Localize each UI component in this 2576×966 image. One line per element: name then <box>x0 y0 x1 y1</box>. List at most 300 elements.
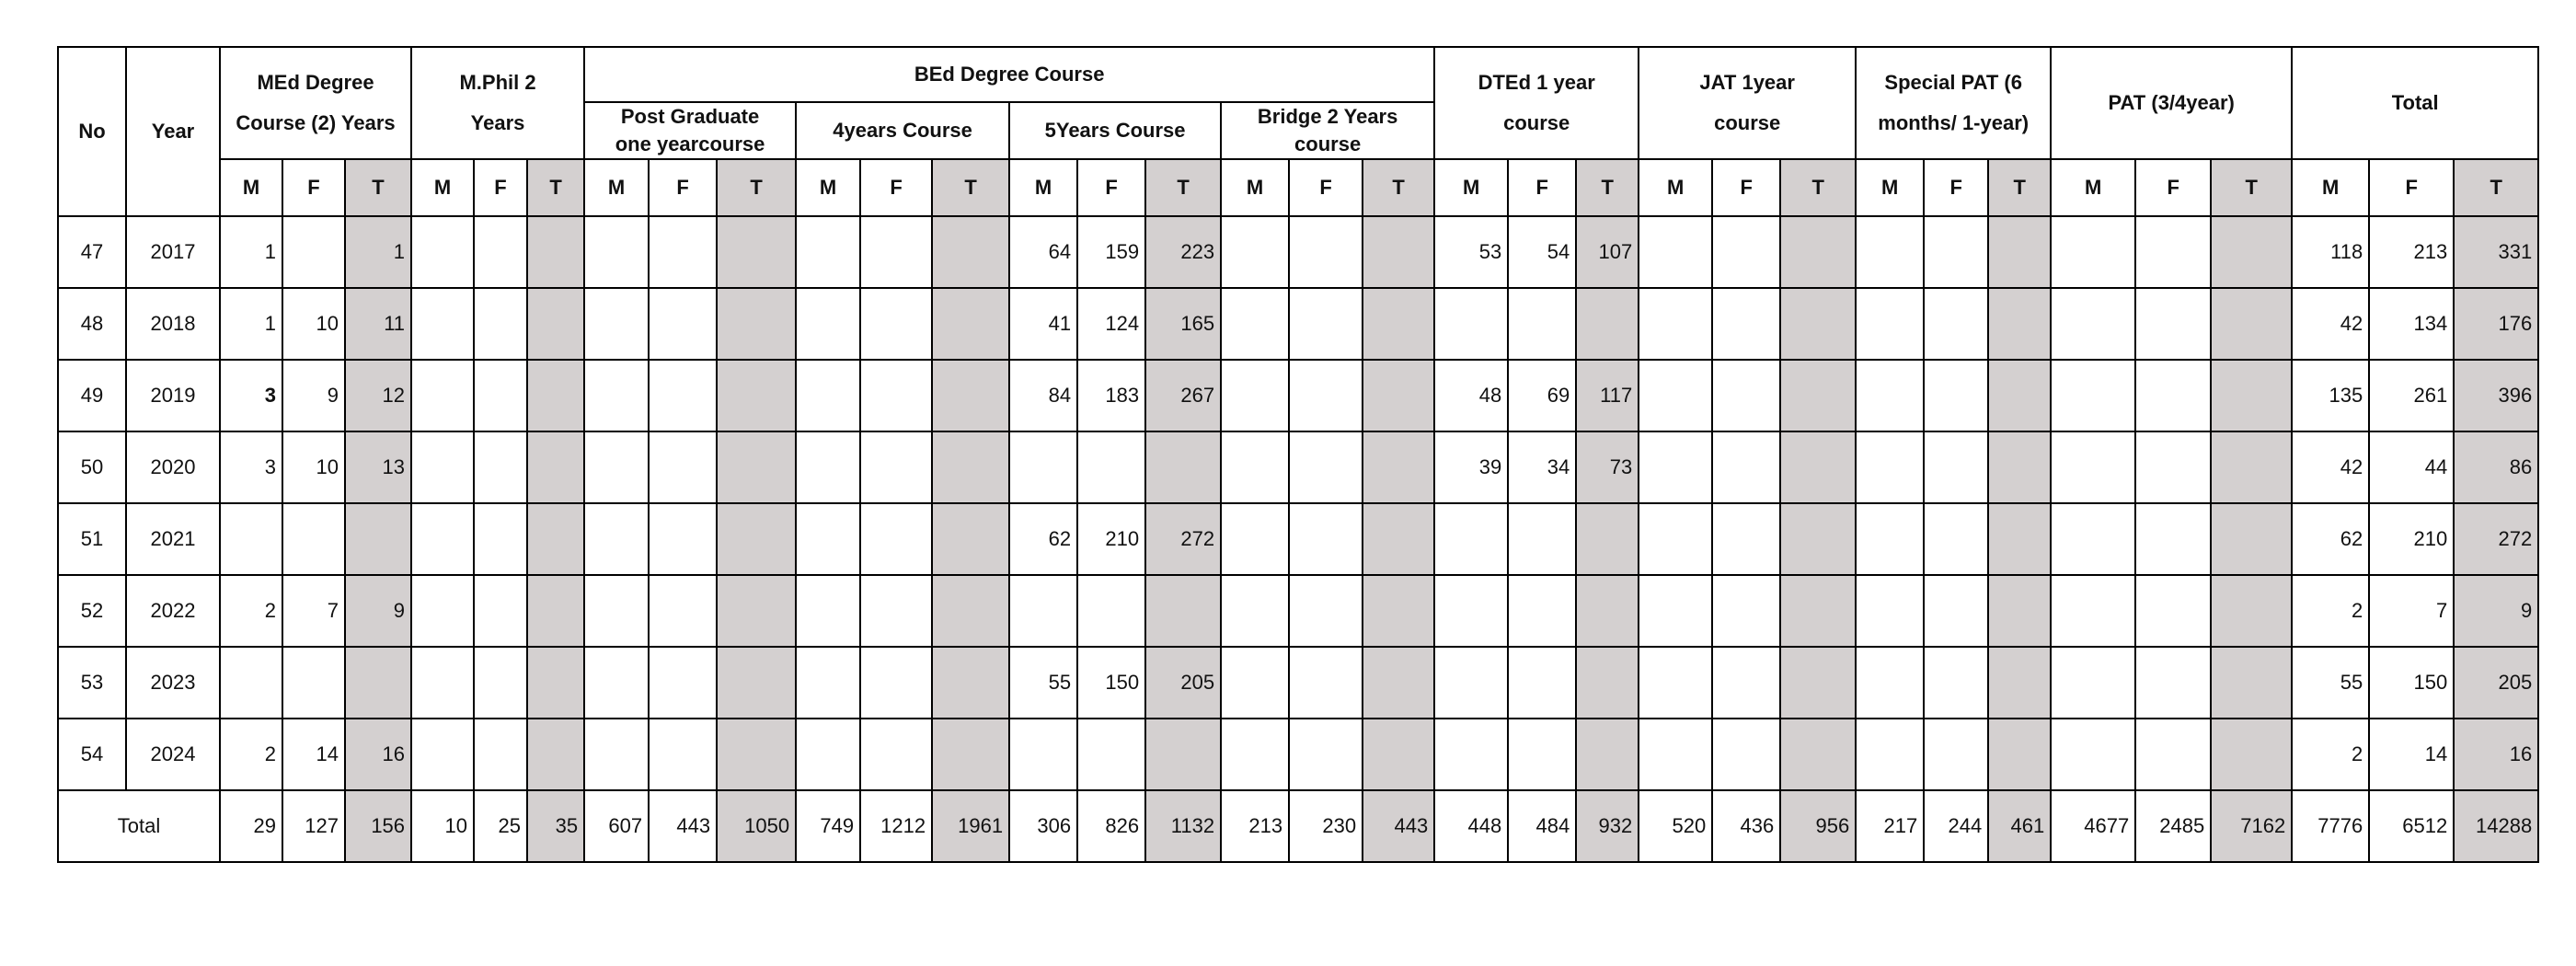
table-cell <box>1289 216 1363 288</box>
row-no: 49 <box>58 360 126 431</box>
header-f: F <box>1077 159 1145 216</box>
table-cell: 41 <box>1009 288 1077 360</box>
table-cell <box>932 503 1009 575</box>
table-cell <box>1924 288 1988 360</box>
table-cell <box>1924 431 1988 503</box>
header-total: Total <box>2292 47 2538 159</box>
table-cell <box>1289 288 1363 360</box>
table-cell <box>1576 647 1639 719</box>
table-cell <box>1009 575 1077 647</box>
table-cell <box>1576 288 1639 360</box>
table-cell <box>796 503 860 575</box>
table-header <box>58 47 2538 216</box>
table-cell <box>474 575 527 647</box>
table-cell <box>1856 719 1924 790</box>
table-cell <box>584 647 649 719</box>
table-cell <box>2051 216 2135 288</box>
table-cell: 54 <box>1508 216 1576 288</box>
table-cell: 55 <box>1009 647 1077 719</box>
table-cell <box>1363 503 1434 575</box>
table-cell <box>1289 503 1363 575</box>
table-cell <box>860 431 932 503</box>
table-cell <box>649 647 717 719</box>
table-cell <box>1924 647 1988 719</box>
row-no: 54 <box>58 719 126 790</box>
header-4years: 4years Course <box>796 102 1009 159</box>
table-cell: 176 <box>2454 288 2538 360</box>
table-cell: 39 <box>1434 431 1508 503</box>
totals-label: Total <box>58 790 220 862</box>
totals-cell: 7776 <box>2292 790 2369 862</box>
table-cell <box>1639 719 1712 790</box>
table-cell: 62 <box>1009 503 1077 575</box>
table-cell <box>1856 575 1924 647</box>
table-cell <box>1712 288 1780 360</box>
table-cell <box>1221 503 1289 575</box>
table-cell <box>1780 719 1856 790</box>
table-cell <box>2211 431 2292 503</box>
table-cell: 14 <box>282 719 345 790</box>
table-cell <box>649 503 717 575</box>
table-cell <box>1009 431 1077 503</box>
header-m: M <box>1221 159 1289 216</box>
table-cell: 10 <box>282 288 345 360</box>
table-cell <box>860 575 932 647</box>
table-cell <box>1712 503 1780 575</box>
table-cell <box>1856 503 1924 575</box>
header-5years: 5Years Course <box>1009 102 1221 159</box>
totals-cell: 7162 <box>2211 790 2292 862</box>
totals-cell: 461 <box>1988 790 2051 862</box>
table-cell <box>2051 647 2135 719</box>
table-row <box>58 575 2538 647</box>
table-cell <box>860 719 932 790</box>
table-cell <box>717 216 796 288</box>
row-no: 51 <box>58 503 126 575</box>
header-t: T <box>1363 159 1434 216</box>
header-bridge: Bridge 2 Years course <box>1221 102 1434 159</box>
table-cell <box>345 503 411 575</box>
totals-cell: 306 <box>1009 790 1077 862</box>
table-cell: 53 <box>1434 216 1508 288</box>
totals-cell: 29 <box>220 790 282 862</box>
table-cell <box>1508 719 1576 790</box>
totals-cell: 607 <box>584 790 649 862</box>
table-cell: 331 <box>2454 216 2538 288</box>
row-no: 53 <box>58 647 126 719</box>
table-cell <box>282 503 345 575</box>
totals-cell: 217 <box>1856 790 1924 862</box>
table-cell <box>796 288 860 360</box>
table-cell <box>1289 360 1363 431</box>
header-jat: JAT 1year course <box>1639 47 1856 159</box>
table-cell <box>717 431 796 503</box>
row-year: 2019 <box>126 360 220 431</box>
table-cell: 1 <box>345 216 411 288</box>
table-cell <box>932 216 1009 288</box>
table-cell <box>1145 431 1221 503</box>
table-cell <box>1508 288 1576 360</box>
table-cell <box>649 216 717 288</box>
table-cell: 55 <box>2292 647 2369 719</box>
table-cell <box>2135 431 2211 503</box>
table-row <box>58 647 2538 719</box>
header-bed: BEd Degree Course <box>584 47 1434 102</box>
row-year: 2018 <box>126 288 220 360</box>
table-cell: 150 <box>1077 647 1145 719</box>
table-cell: 9 <box>282 360 345 431</box>
table-cell: 16 <box>2454 719 2538 790</box>
table-cell: 210 <box>1077 503 1145 575</box>
table-cell <box>1289 647 1363 719</box>
table-cell <box>1856 647 1924 719</box>
table-cell <box>474 360 527 431</box>
table-cell <box>474 288 527 360</box>
header-m: M <box>584 159 649 216</box>
table-cell <box>1576 575 1639 647</box>
header-year: Year <box>126 47 220 216</box>
table-cell <box>2051 575 2135 647</box>
table-cell <box>584 503 649 575</box>
table-cell <box>1508 647 1576 719</box>
table-cell <box>1639 360 1712 431</box>
table-cell: 118 <box>2292 216 2369 288</box>
header-m: M <box>2292 159 2369 216</box>
totals-cell: 436 <box>1712 790 1780 862</box>
table-cell <box>527 360 584 431</box>
totals-cell: 127 <box>282 790 345 862</box>
table-cell <box>282 216 345 288</box>
table-cell: 16 <box>345 719 411 790</box>
row-no: 48 <box>58 288 126 360</box>
table-cell <box>220 503 282 575</box>
table-cell <box>411 431 474 503</box>
table-cell <box>1289 431 1363 503</box>
header-t: T <box>345 159 411 216</box>
table-cell <box>1077 575 1145 647</box>
header-m: M <box>1434 159 1508 216</box>
table-cell <box>649 431 717 503</box>
table-cell <box>1856 216 1924 288</box>
table-cell: 1 <box>220 288 282 360</box>
table-cell <box>411 647 474 719</box>
table-row <box>58 431 2538 503</box>
table-cell: 42 <box>2292 288 2369 360</box>
table-cell: 3 <box>220 431 282 503</box>
table-cell <box>1988 216 2051 288</box>
table-cell: 272 <box>1145 503 1221 575</box>
table-cell <box>717 719 796 790</box>
header-m: M <box>1856 159 1924 216</box>
table-cell <box>2051 360 2135 431</box>
totals-cell: 484 <box>1508 790 1576 862</box>
table-cell <box>584 360 649 431</box>
table-cell <box>527 719 584 790</box>
table-cell <box>1924 503 1988 575</box>
table-cell <box>1988 647 2051 719</box>
header-m: M <box>1639 159 1712 216</box>
table-cell: 73 <box>1576 431 1639 503</box>
totals-cell: 826 <box>1077 790 1145 862</box>
header-m: M <box>220 159 282 216</box>
table-cell: 134 <box>2369 288 2454 360</box>
header-post-graduate: Post Graduate one yearcourse <box>584 102 796 159</box>
table-cell <box>2135 216 2211 288</box>
table-cell: 150 <box>2369 647 2454 719</box>
table-cell <box>411 288 474 360</box>
table-cell: 9 <box>2454 575 2538 647</box>
table-cell <box>2211 360 2292 431</box>
table-cell <box>1988 431 2051 503</box>
header-t: T <box>2454 159 2538 216</box>
table-cell <box>1576 719 1639 790</box>
table-cell: 62 <box>2292 503 2369 575</box>
table-cell: 2 <box>220 575 282 647</box>
table-cell <box>2135 575 2211 647</box>
table-cell <box>860 216 932 288</box>
header-f: F <box>2135 159 2211 216</box>
row-year: 2020 <box>126 431 220 503</box>
row-no: 47 <box>58 216 126 288</box>
table-cell <box>1712 360 1780 431</box>
table-cell <box>932 575 1009 647</box>
table-cell <box>932 647 1009 719</box>
table-cell <box>1434 647 1508 719</box>
table-cell <box>1009 719 1077 790</box>
table-cell <box>1924 216 1988 288</box>
totals-cell: 4677 <box>2051 790 2135 862</box>
totals-cell: 448 <box>1434 790 1508 862</box>
table-cell <box>2135 360 2211 431</box>
table-cell: 2 <box>220 719 282 790</box>
table-cell <box>1988 288 2051 360</box>
table-cell <box>584 719 649 790</box>
row-year: 2023 <box>126 647 220 719</box>
table-cell: 2 <box>2292 719 2369 790</box>
table-cell <box>527 575 584 647</box>
table-cell <box>1289 575 1363 647</box>
table-row <box>58 288 2538 360</box>
table-cell <box>1780 216 1856 288</box>
table-row <box>58 503 2538 575</box>
table-cell <box>1924 575 1988 647</box>
table-cell <box>860 288 932 360</box>
table-cell <box>2135 719 2211 790</box>
table-cell <box>1363 575 1434 647</box>
table-cell <box>1712 647 1780 719</box>
table-cell <box>1363 360 1434 431</box>
table-cell <box>527 647 584 719</box>
totals-cell: 520 <box>1639 790 1712 862</box>
row-year: 2017 <box>126 216 220 288</box>
table-cell <box>527 503 584 575</box>
totals-cell: 2485 <box>2135 790 2211 862</box>
table-cell <box>474 647 527 719</box>
table-cell <box>1780 360 1856 431</box>
table-cell <box>411 575 474 647</box>
header-t: T <box>1780 159 1856 216</box>
header-f: F <box>649 159 717 216</box>
table-cell: 124 <box>1077 288 1145 360</box>
table-cell: 272 <box>2454 503 2538 575</box>
table-cell <box>2211 288 2292 360</box>
table-cell: 64 <box>1009 216 1077 288</box>
header-m: M <box>411 159 474 216</box>
table-cell <box>2135 503 2211 575</box>
totals-cell: 1050 <box>717 790 796 862</box>
header-m: M <box>2051 159 2135 216</box>
table-cell: 84 <box>1009 360 1077 431</box>
table-cell <box>1780 288 1856 360</box>
table-cell <box>1145 719 1221 790</box>
totals-cell: 25 <box>474 790 527 862</box>
table-cell <box>649 288 717 360</box>
header-pat: PAT (3/4year) <box>2051 47 2292 159</box>
table-cell <box>796 216 860 288</box>
table-cell <box>1712 719 1780 790</box>
table-row <box>58 216 2538 288</box>
table-cell <box>411 360 474 431</box>
table-cell <box>1508 575 1576 647</box>
header-t: T <box>527 159 584 216</box>
table-cell <box>796 360 860 431</box>
table-cell: 3 <box>220 360 282 431</box>
table-cell: 213 <box>2369 216 2454 288</box>
table-cell <box>860 360 932 431</box>
table-cell <box>2211 719 2292 790</box>
table-cell <box>1988 503 2051 575</box>
table-cell: 44 <box>2369 431 2454 503</box>
table-cell: 210 <box>2369 503 2454 575</box>
table-cell <box>1363 216 1434 288</box>
table-cell <box>649 575 717 647</box>
table-cell <box>1434 719 1508 790</box>
table-cell <box>2051 288 2135 360</box>
table-cell <box>1434 503 1508 575</box>
table-cell <box>527 288 584 360</box>
header-m: M <box>796 159 860 216</box>
enrollment-table <box>57 46 2539 863</box>
header-t: T <box>1145 159 1221 216</box>
table-cell <box>1145 575 1221 647</box>
totals-cell: 10 <box>411 790 474 862</box>
table-cell <box>1988 575 2051 647</box>
header-f: F <box>1924 159 1988 216</box>
table-cell <box>474 503 527 575</box>
table-cell <box>411 216 474 288</box>
table-cell <box>1780 431 1856 503</box>
table-cell: 12 <box>345 360 411 431</box>
table-cell <box>1363 288 1434 360</box>
header-med: MEd Degree Course (2) Years <box>220 47 411 159</box>
table-cell <box>1712 431 1780 503</box>
totals-cell: 14288 <box>2454 790 2538 862</box>
table-cell: 107 <box>1576 216 1639 288</box>
table-cell <box>649 360 717 431</box>
table-cell <box>717 575 796 647</box>
table-cell <box>932 360 1009 431</box>
header-f: F <box>1508 159 1576 216</box>
table-cell <box>2211 503 2292 575</box>
table-body <box>58 216 2538 862</box>
table-cell <box>717 503 796 575</box>
table-cell: 267 <box>1145 360 1221 431</box>
table-cell: 69 <box>1508 360 1576 431</box>
table-cell <box>860 503 932 575</box>
header-t: T <box>1988 159 2051 216</box>
table-cell <box>474 719 527 790</box>
table-cell <box>1856 431 1924 503</box>
table-cell <box>1221 431 1289 503</box>
header-t: T <box>932 159 1009 216</box>
table-cell <box>474 216 527 288</box>
table-cell <box>1988 719 2051 790</box>
totals-cell: 956 <box>1780 790 1856 862</box>
table-cell: 42 <box>2292 431 2369 503</box>
table-cell <box>1434 575 1508 647</box>
table-cell <box>1639 575 1712 647</box>
totals-cell: 932 <box>1576 790 1639 862</box>
table-cell <box>1221 360 1289 431</box>
table-cell <box>1221 288 1289 360</box>
mft-header-row <box>58 159 2538 216</box>
table-cell <box>584 575 649 647</box>
totals-row <box>58 790 2538 862</box>
table-cell: 205 <box>1145 647 1221 719</box>
table-cell <box>1780 503 1856 575</box>
table-cell: 48 <box>1434 360 1508 431</box>
table-cell <box>717 288 796 360</box>
table-cell <box>1639 216 1712 288</box>
table-cell <box>1434 288 1508 360</box>
table-cell <box>796 647 860 719</box>
table-cell: 2 <box>2292 575 2369 647</box>
table-cell <box>2211 647 2292 719</box>
table-cell: 13 <box>345 431 411 503</box>
totals-cell: 1961 <box>932 790 1009 862</box>
table-cell: 1 <box>220 216 282 288</box>
table-cell: 261 <box>2369 360 2454 431</box>
table-cell: 205 <box>2454 647 2538 719</box>
table-cell <box>2211 575 2292 647</box>
table-cell: 14 <box>2369 719 2454 790</box>
table-cell: 117 <box>1576 360 1639 431</box>
totals-cell: 1132 <box>1145 790 1221 862</box>
table-cell <box>796 431 860 503</box>
table-cell <box>2051 719 2135 790</box>
table-cell <box>474 431 527 503</box>
totals-cell: 156 <box>345 790 411 862</box>
header-f: F <box>474 159 527 216</box>
table-cell: 86 <box>2454 431 2538 503</box>
table-cell: 10 <box>282 431 345 503</box>
row-no: 52 <box>58 575 126 647</box>
table-cell <box>1077 431 1145 503</box>
totals-cell: 6512 <box>2369 790 2454 862</box>
table-cell <box>717 647 796 719</box>
table-cell: 183 <box>1077 360 1145 431</box>
totals-cell: 443 <box>649 790 717 862</box>
header-t: T <box>717 159 796 216</box>
table-cell <box>411 719 474 790</box>
table-cell <box>1639 431 1712 503</box>
table-cell: 7 <box>282 575 345 647</box>
table-cell <box>1856 360 1924 431</box>
table-cell: 7 <box>2369 575 2454 647</box>
table-cell <box>2051 431 2135 503</box>
table-cell <box>932 288 1009 360</box>
table-cell <box>2051 503 2135 575</box>
